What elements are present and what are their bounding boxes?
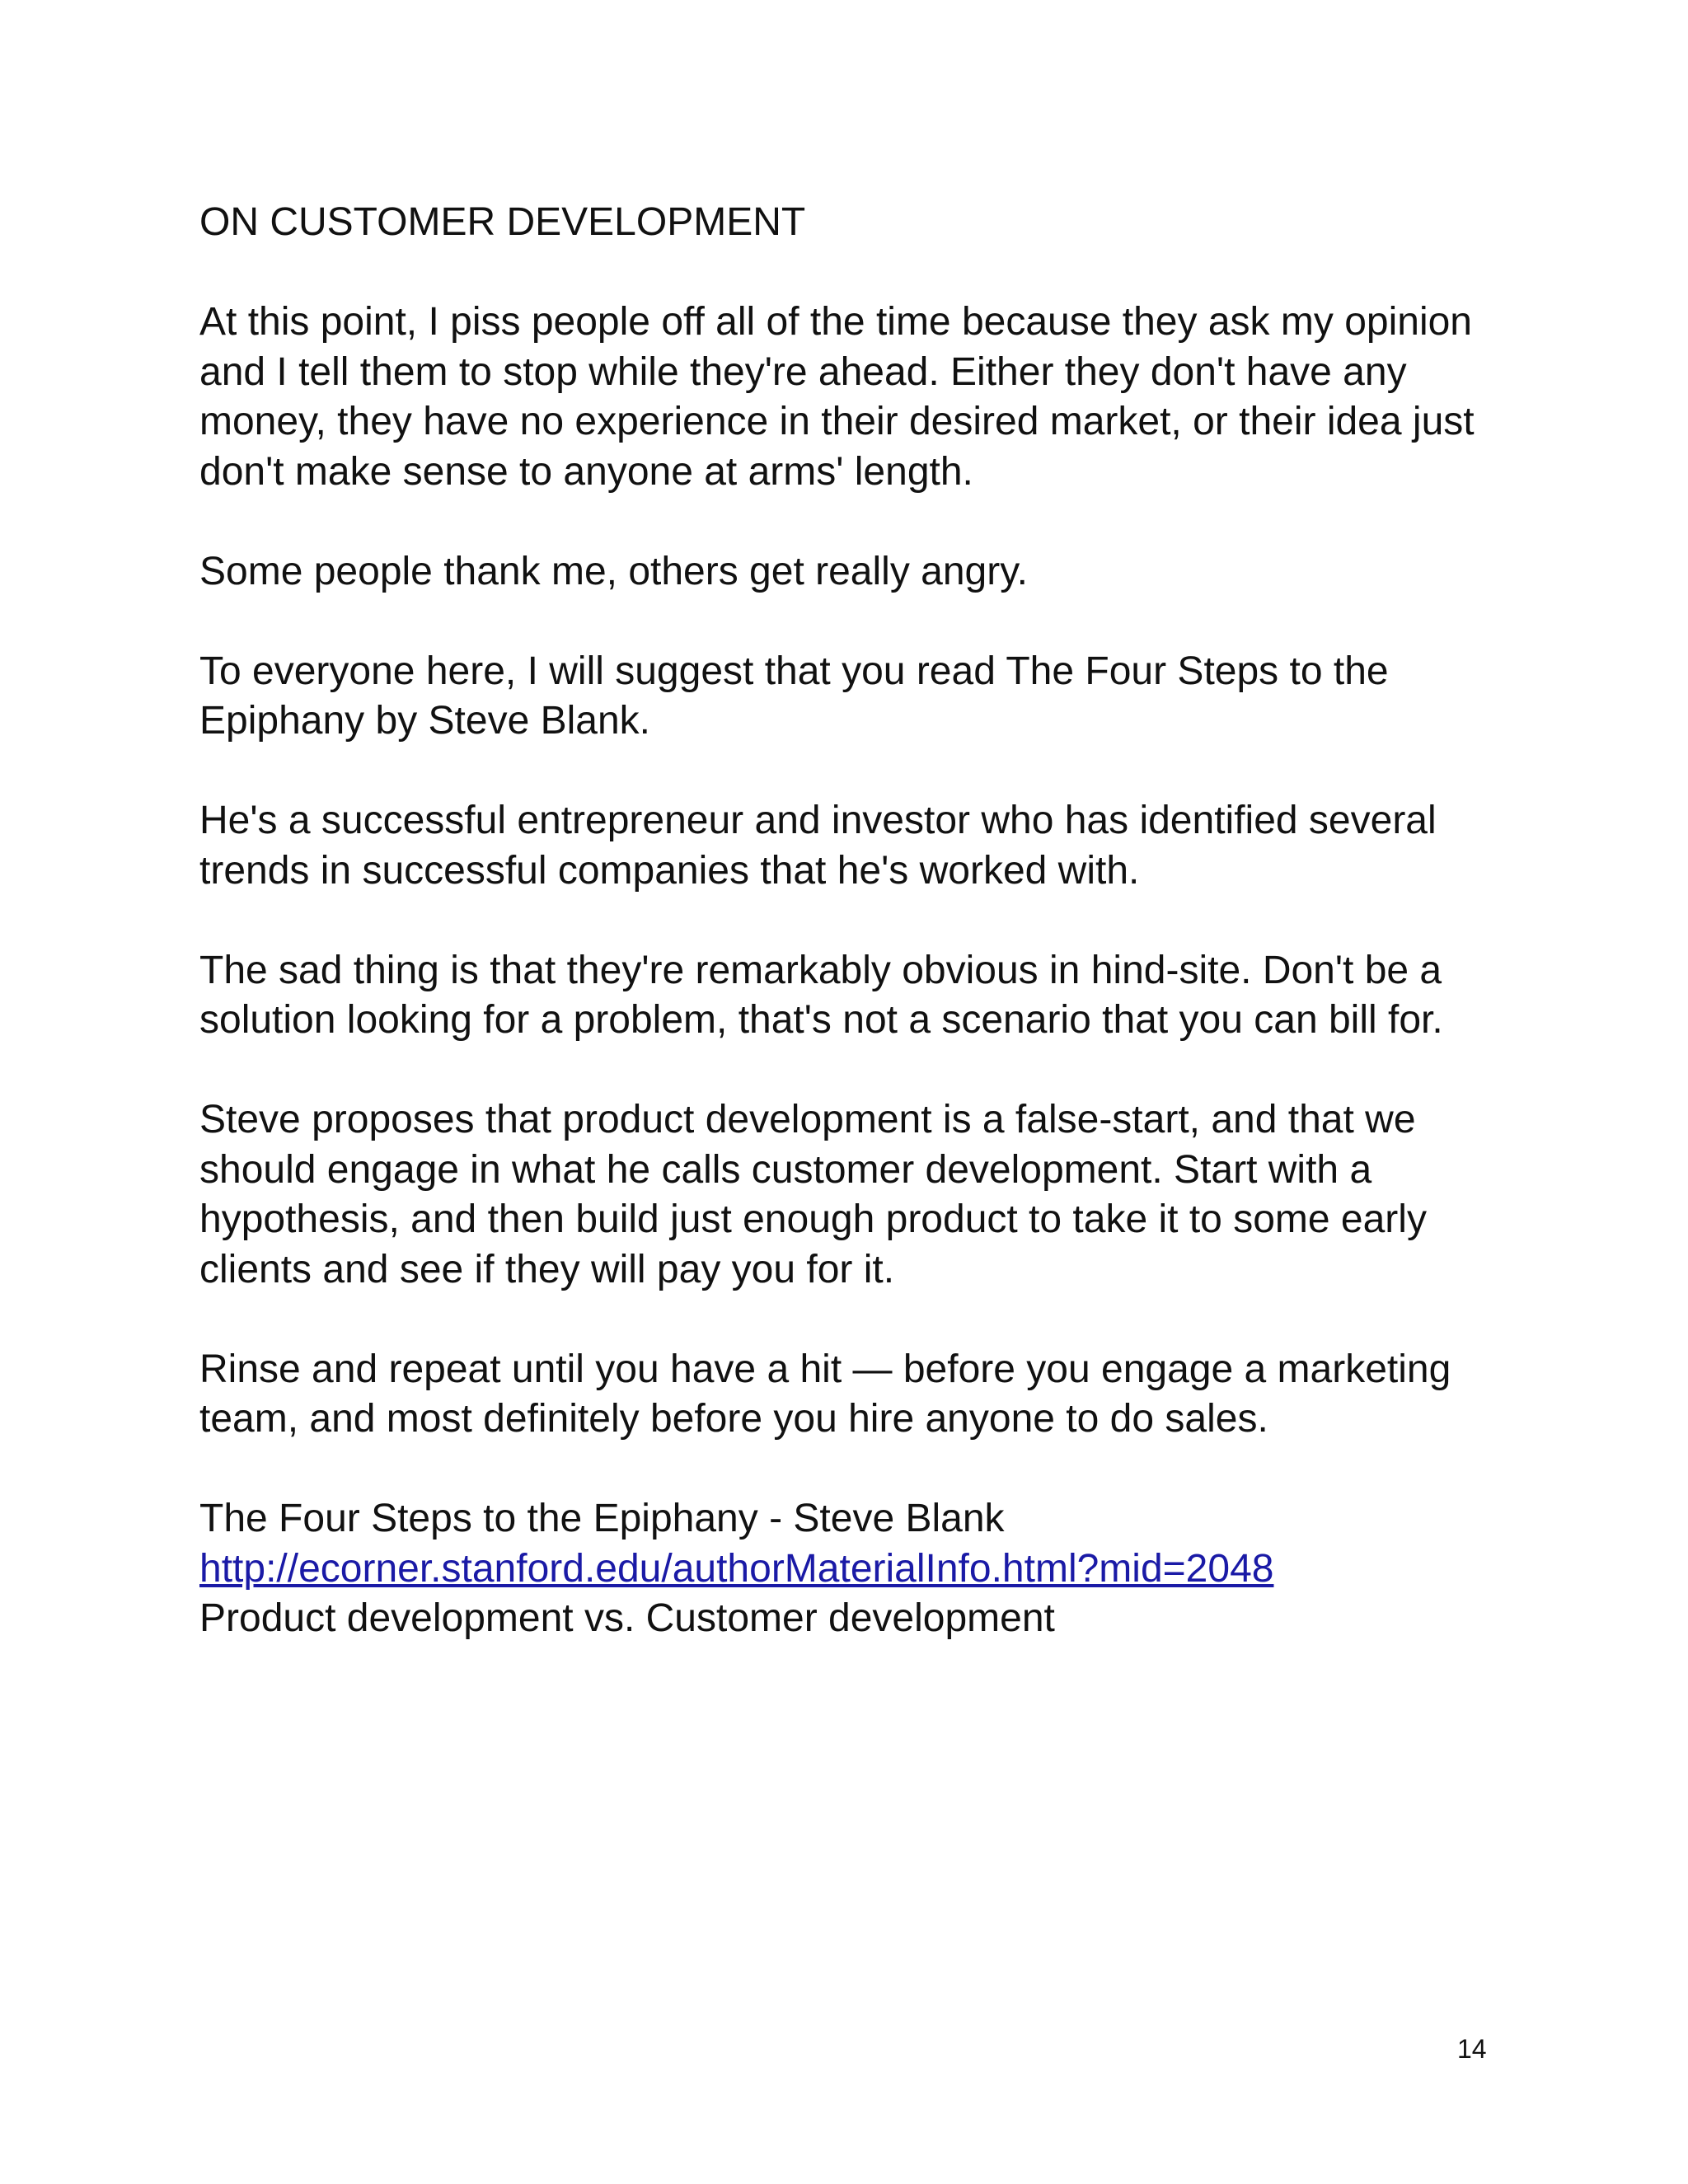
reference-book: The Four Steps to the Epiphany - Steve Blank [199,1497,1005,1540]
paragraph-obvious: The sad thing is that they're remarkably obvious in hind-site. Don't be a solution looking for a problem, that's not a scenario that you can bill for. [199,948,1443,1042]
reference-link[interactable]: http://ecorner.stanford.edu/authorMaterialInfo.html?mid=2048 [199,1546,1274,1591]
reference-block [199,1494,1535,1644]
page-number: 14 [1457,2034,1487,2064]
paragraph-intro: At this point, I piss people off all of the time because they ask my opinion and I tell them to stop while they're ahead. Either they don't have any money, they have no experience in their desired market, or their idea just don't make sense to anyone at arms' length. [199,300,1475,494]
paragraph-author-background: He's a successful entrepreneur and investor who has identified several trends in successful companies that he's worked with. [199,799,1437,893]
paragraph-rinse-repeat: Rinse and repeat until you have a hit — before you engage a marketing team, and most definitely before you hire anyone to do sales. [199,1347,1451,1441]
paragraph-customer-development: Steve proposes that product development is a false-start, and that we should engage in what he calls customer development. Start with a hypothesis, and then build just enough product to take it to some early clients and see if they will pay you for it. [199,1098,1427,1291]
paragraph-reactions: Some people thank me, others get really angry. [199,549,1028,593]
section-title: ON CUSTOMER DEVELOPMENT [199,200,806,244]
document-body [199,198,1535,1644]
reference-subtitle: Product development vs. Customer development [199,1596,1055,1640]
paragraph-recommendation: To everyone here, I will suggest that you read The Four Steps to the Epiphany by Steve Blank. [199,649,1389,743]
